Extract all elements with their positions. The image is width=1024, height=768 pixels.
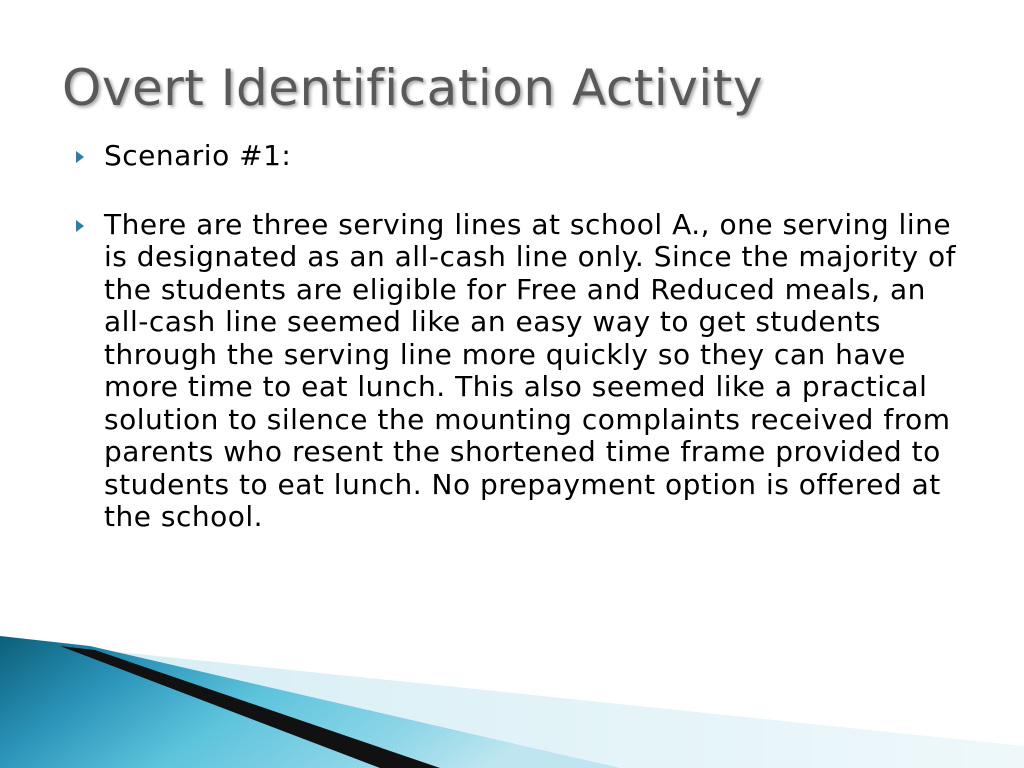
slide-title: Overt Identification Activity [62, 59, 763, 117]
bullet-text: Scenario #1: [104, 139, 292, 172]
triangle-right-icon [76, 151, 84, 163]
decorative-wave-band [0, 628, 1024, 768]
bullet-item-description [76, 209, 956, 534]
bullet-list [76, 140, 956, 534]
bullet-text: There are three serving lines at school A., one serving line is designated as an all-cash line only. Since the majority of the students are eligible for Free and Reduced meals, an all-cash line seemed like an easy way to get students through the serving line more quickly so they can have more time to eat lunch. This also seemed like a practical solution to silence the mounting complaints received from parents who resent the shortened time frame provided to students to eat lunch. No prepayment option is offered at the school. [104, 207, 956, 533]
bullet-item-scenario [76, 140, 956, 173]
triangle-right-icon [76, 220, 84, 232]
